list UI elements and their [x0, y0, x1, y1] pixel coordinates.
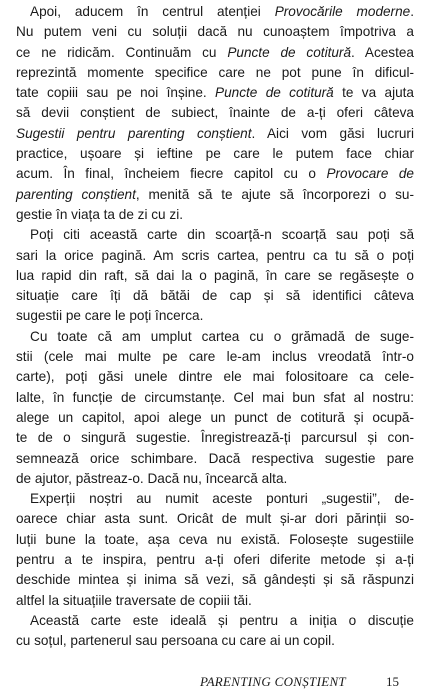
italic-phrase: Provocare de: [326, 166, 414, 182]
paragraph: [16, 2, 414, 225]
text-run: să devii conștient de subiect, înainte de a-ți oferi câteva: [16, 105, 414, 121]
text-run: tate copiii sau pe noi înșine.: [16, 85, 216, 101]
text-run: Nu putem veni cu soluții dacă nu cunoaștem împotriva a: [16, 24, 414, 40]
text-line: [16, 469, 414, 489]
text-run: Această carte este ideală și pentru a iniția o discuție: [30, 612, 414, 628]
text-run: deschide mintea și inima să vezi, să gândești și să răspunzi: [16, 572, 414, 588]
text-line: [16, 611, 414, 631]
text-line: [16, 205, 414, 225]
text-line: [16, 631, 414, 651]
text-run: . Acestea: [351, 44, 414, 60]
text-run: pentru a te inspira, pentru a-ți oferi diferite metode și a-ți: [16, 552, 414, 568]
text-run: Cu toate că am umplut cartea cu o grămadă de suge-: [30, 328, 414, 344]
text-line: [16, 43, 414, 63]
text-run: lalte, în funcție de circumstanțe. Cel mai bun sfat al nostru:: [16, 389, 414, 405]
text-line: [16, 185, 414, 205]
text-line: [16, 164, 414, 184]
text-line: [16, 83, 414, 103]
text-line: [16, 124, 414, 144]
text-line: [16, 22, 414, 42]
text-run: , menită să te ajute să încorporezi o su-: [135, 186, 414, 202]
text-line: [16, 286, 414, 306]
text-run: practice, ușoare și ieftine pe care le putem face chiar: [16, 146, 414, 162]
text-line: [16, 570, 414, 590]
italic-phrase: Puncte de cotitură: [227, 44, 352, 60]
text-line: [16, 408, 414, 428]
text-run: te va ajuta: [333, 85, 414, 101]
text-line: [16, 449, 414, 469]
paragraph: [16, 611, 414, 652]
text-line: [16, 367, 414, 387]
text-line: [16, 388, 414, 408]
text-run: sugestii pe care le poți încerca.: [16, 308, 204, 324]
paragraph: [16, 489, 414, 611]
text-run: semnează orice schimbare. Dacă respectiva sugestie pare: [16, 450, 414, 466]
text-run: oarece chiar asta sunt. Oricât de mult și-ar dori părinții so-: [16, 511, 414, 527]
text-line: [16, 428, 414, 448]
text-run: situație care îți dă bătăi de cap și să identifici câteva: [16, 288, 414, 304]
page-footer: [0, 674, 425, 694]
text-line: [16, 246, 414, 266]
text-line: [16, 2, 414, 22]
text-line: [16, 144, 414, 164]
text-run: gestie în viața ta de zi cu zi.: [16, 206, 183, 222]
text-run: altfel la situațiile traversate de copiii tăi.: [16, 592, 252, 608]
text-run: luții bune la toate, așa ceva nu există. Folosește sugestiile: [16, 531, 414, 547]
text-run: sari la orice pagină. Am scris cartea, pentru ca tu să o poți: [16, 247, 414, 263]
paragraphs-container: [16, 2, 414, 652]
text-line: [16, 103, 414, 123]
text-run: te de o singură sugestie. Înregistrează-ți parcursul și con-: [16, 430, 414, 446]
italic-phrase: parenting conștient: [16, 186, 136, 202]
italic-phrase: Provocările moderne: [274, 4, 411, 19]
text-run: reprezintă momente specifice care ne pot pune în dificul-: [16, 64, 414, 80]
text-line: [16, 225, 414, 245]
text-run: Experții noștri au numit aceste ponturi „sugestii”, de-: [30, 491, 414, 507]
text-line: [16, 530, 414, 550]
text-line: [16, 63, 414, 83]
text-run: carte), poți găsi unele dintre ele mai folositoare ca cele-: [16, 369, 414, 385]
text-line: [16, 306, 414, 326]
text-run: Poți citi această carte din scoarță-n scoarță sau poți să: [30, 227, 414, 243]
text-run: de ajutor, păstreaz-o. Dacă nu, încearcă alta.: [16, 470, 288, 486]
text-line: [16, 266, 414, 286]
text-run: ce ne ridicăm. Continuăm cu: [16, 44, 228, 60]
text-line: [16, 591, 414, 611]
text-run: acum. În final, încheiem fiecre capitol cu o: [16, 166, 327, 182]
text-line: [16, 327, 414, 347]
text-run: .: [410, 4, 414, 19]
text-line: [16, 509, 414, 529]
text-run: . Aici vom găsi lucruri: [251, 125, 414, 141]
text-run: lua rapid din raft, să dai la o pagină, în care se regăsește o: [16, 267, 414, 283]
page-number: 15: [386, 674, 399, 689]
text-line: [16, 347, 414, 367]
body-text: [16, 2, 414, 652]
italic-phrase: Puncte de cotitură: [215, 85, 334, 101]
paragraph: [16, 225, 414, 326]
text-run: stii (cele mai multe pe care le-am inclus vreodată într-o: [16, 349, 414, 365]
paragraph: [16, 327, 414, 489]
text-line: [16, 489, 414, 509]
text-run: alege un capitol, apoi alege un punct de cotitură și ocupă-: [16, 409, 414, 425]
text-run: Apoi, aducem în centrul atenției: [30, 4, 275, 19]
italic-phrase: Sugestii pentru parenting conștient: [16, 125, 252, 141]
text-run: cu soțul, partenerul sau persoana cu care ai un copil.: [16, 633, 335, 649]
running-title: PARENTING CONȘTIENT: [200, 674, 346, 689]
text-line: [16, 550, 414, 570]
